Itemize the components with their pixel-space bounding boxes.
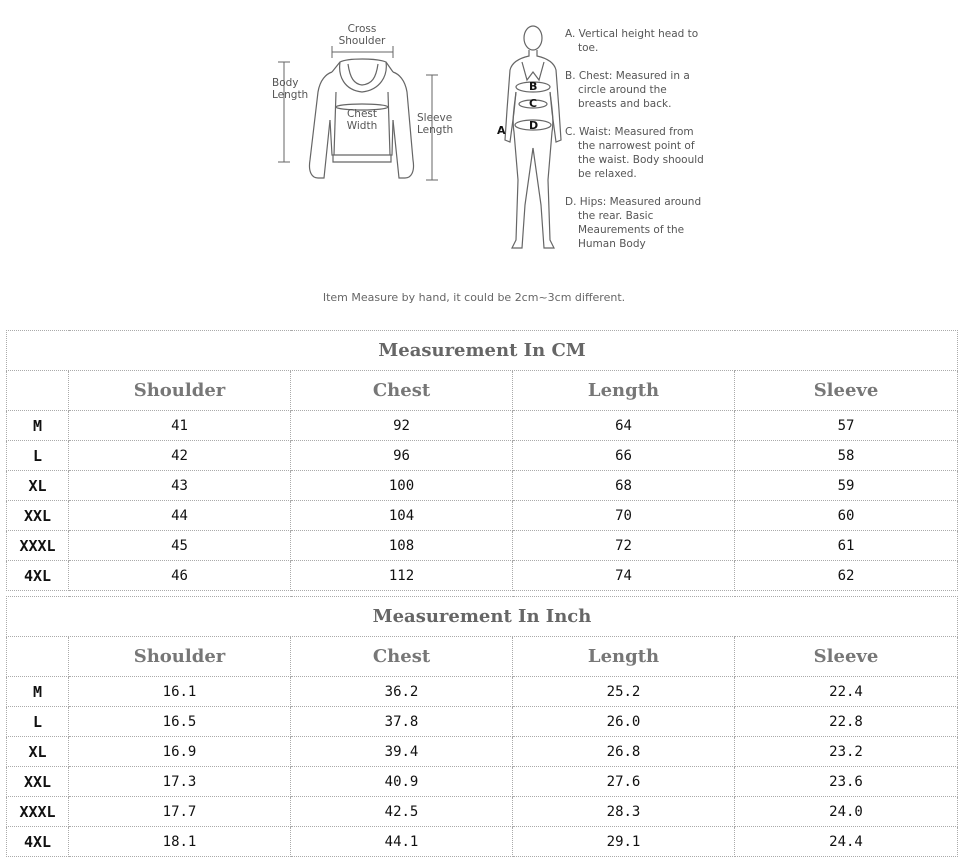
table-row [7,827,958,857]
table-title: Measurement In Inch [7,597,958,637]
chest-cell: 100 [291,471,513,501]
table-header-row [7,371,958,411]
sleeve-cell: 24.0 [735,797,958,827]
shoulder-cell: 44 [69,501,291,531]
header-sleeve: Sleeve [735,637,958,677]
header-length: Length [513,371,735,411]
shoulder-cell: 16.1 [69,677,291,707]
size-cell: M [7,677,69,707]
table-header-row [7,637,958,677]
table-row [7,531,958,561]
sleeve-cell: 23.2 [735,737,958,767]
label-chest-width: Chest Width [346,108,378,132]
size-cell: XXL [7,767,69,797]
shoulder-cell: 17.7 [69,797,291,827]
shoulder-cell: 17.3 [69,767,291,797]
size-cell: L [7,441,69,471]
sleeve-cell: 59 [735,471,958,501]
length-cell: 72 [513,531,735,561]
header-size [7,371,69,411]
sleeve-cell: 22.8 [735,707,958,737]
length-cell: 74 [513,561,735,591]
length-cell: 66 [513,441,735,471]
body-letter-a: A [497,124,506,137]
label-cross-shoulder: Cross Shoulder [338,23,386,47]
length-cell: 64 [513,411,735,441]
header-chest: Chest [291,637,513,677]
table-row [7,767,958,797]
shoulder-cell: 46 [69,561,291,591]
label-sleeve-length: Sleeve Length [417,112,454,136]
measure-disclaimer: Item Measure by hand, it could be 2cm~3cm different. [322,291,626,304]
length-cell: 26.0 [513,707,735,737]
shoulder-cell: 43 [69,471,291,501]
size-cell: XL [7,471,69,501]
length-cell: 28.3 [513,797,735,827]
length-cell: 68 [513,471,735,501]
header-chest: Chest [291,371,513,411]
table-title: Measurement In CM [7,331,958,371]
chest-cell: 36.2 [291,677,513,707]
note-d: D. Hips: Measured around the rear. Basic Meaurements of the Human Body [565,196,702,250]
chest-cell: 40.9 [291,767,513,797]
garment-and-body-drawing [0,0,962,320]
length-cell: 70 [513,501,735,531]
shoulder-cell: 18.1 [69,827,291,857]
length-cell: 27.6 [513,767,735,797]
size-cell: 4XL [7,561,69,591]
note-b: B. Chest: Measured in a circle around the breasts and back. [565,70,690,110]
chest-cell: 112 [291,561,513,591]
sleeve-cell: 62 [735,561,958,591]
shoulder-cell: 42 [69,441,291,471]
chest-cell: 37.8 [291,707,513,737]
length-cell: 29.1 [513,827,735,857]
size-cell: L [7,707,69,737]
table-row [7,677,958,707]
size-cell: XXXL [7,797,69,827]
chest-cell: 92 [291,411,513,441]
shoulder-cell: 45 [69,531,291,561]
body-letter-c: C [529,97,538,110]
shoulder-cell: 16.5 [69,707,291,737]
header-sleeve: Sleeve [735,371,958,411]
table-row [7,797,958,827]
sleeve-cell: 60 [735,501,958,531]
table-row [7,737,958,767]
chest-cell: 108 [291,531,513,561]
length-cell: 25.2 [513,677,735,707]
table-row [7,441,958,471]
chest-cell: 44.1 [291,827,513,857]
note-a: A. Vertical height head to toe. [565,28,699,54]
sleeve-cell: 61 [735,531,958,561]
header-size [7,637,69,677]
sleeve-cell: 23.6 [735,767,958,797]
header-shoulder: Shoulder [69,637,291,677]
sleeve-cell: 22.4 [735,677,958,707]
header-length: Length [513,637,735,677]
body-outline [505,26,561,248]
size-table-inch [6,596,958,857]
sleeve-cell: 57 [735,411,958,441]
length-cell: 26.8 [513,737,735,767]
size-cell: 4XL [7,827,69,857]
size-table-cm [6,330,958,591]
body-letter-b: B [529,80,538,93]
shoulder-cell: 16.9 [69,737,291,767]
measurement-notes [565,27,705,265]
table-row [7,561,958,591]
chest-cell: 42.5 [291,797,513,827]
size-cell: XL [7,737,69,767]
measurement-figures [0,0,962,320]
size-cell: XXXL [7,531,69,561]
table-row [7,411,958,441]
table-row [7,707,958,737]
chest-cell: 104 [291,501,513,531]
chest-cell: 39.4 [291,737,513,767]
note-c: C. Waist: Measured from the narrowest point of the waist. Body shoould be relaxed. [565,126,704,180]
shoulder-cell: 41 [69,411,291,441]
header-shoulder: Shoulder [69,371,291,411]
sleeve-cell: 24.4 [735,827,958,857]
table-row [7,471,958,501]
size-cell: M [7,411,69,441]
body-letter-d: D [529,119,539,132]
sleeve-cell: 58 [735,441,958,471]
label-body-length: Body Length [272,77,309,101]
table-row [7,501,958,531]
chest-cell: 96 [291,441,513,471]
size-cell: XXL [7,501,69,531]
